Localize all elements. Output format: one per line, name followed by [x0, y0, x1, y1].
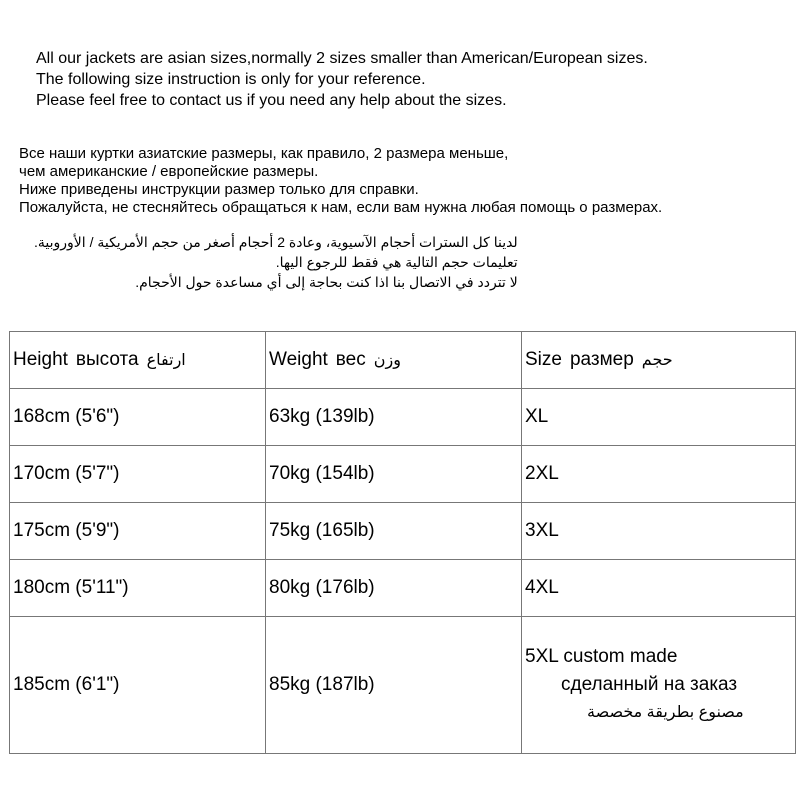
- cell-weight: 63kg (139lb): [266, 389, 522, 446]
- table-row: [10, 560, 796, 617]
- arabic-notice: [34, 232, 518, 292]
- header-weight: [266, 332, 522, 389]
- notice-line: Пожалуйста, не стесняйтесь обращаться к нам, если вам нужна любая помощь о размерах.: [19, 199, 663, 216]
- cell-size: XL: [522, 389, 796, 446]
- cell-weight: 85kg (187lb): [266, 617, 522, 754]
- header-size-ar: حجم: [641, 352, 673, 369]
- cell-size: 4XL: [522, 560, 796, 617]
- cell-height: 170cm (5'7"): [10, 446, 266, 503]
- header-height: [10, 332, 266, 389]
- header-size-en: Size: [525, 349, 562, 370]
- russian-notice: [19, 145, 662, 217]
- table-row: [10, 446, 796, 503]
- notice-line: Ниже приведены инструкции размер только для справки.: [19, 181, 419, 198]
- header-height-ar: ارتفاع: [146, 352, 186, 369]
- notice-line: Все наши куртки азиатские размеры, как правило, 2 размера меньше,: [19, 145, 509, 162]
- cell-height: 185cm (6'1"): [10, 617, 266, 754]
- header-weight-en: Weight: [269, 349, 328, 370]
- size-line-en: 5XL custom made: [525, 646, 678, 667]
- english-notice: [36, 48, 648, 111]
- header-height-en: Height: [13, 349, 68, 370]
- header-weight-ru: вес: [335, 349, 366, 370]
- size-chart-table: [9, 331, 796, 754]
- notice-line: لدينا كل السترات أحجام الآسيوية، وعادة 2 أحجام أصغر من حجم الأمريكية / الأوروبية.: [34, 234, 518, 250]
- cell-size: 2XL: [522, 446, 796, 503]
- table-row: [10, 389, 796, 446]
- notice-line: Please feel free to contact us if you need any help about the sizes.: [36, 92, 507, 109]
- header-weight-ar: وزن: [373, 352, 401, 369]
- table-header-row: [10, 332, 796, 389]
- table-row: [10, 617, 796, 754]
- cell-height: 175cm (5'9"): [10, 503, 266, 560]
- cell-weight: 80kg (176lb): [266, 560, 522, 617]
- cell-size: 3XL: [522, 503, 796, 560]
- cell-height: 180cm (5'11"): [10, 560, 266, 617]
- size-line-ru: сделанный на заказ: [561, 674, 738, 695]
- notice-line: чем американские / европейские размеры.: [19, 163, 319, 180]
- notice-line: لا تتردد في الاتصال بنا اذا كنت بحاجة إلى أي مساعدة حول الأحجام.: [135, 274, 518, 290]
- header-size: [522, 332, 796, 389]
- notice-line: تعليمات حجم التالية هي فقط للرجوع اليها.: [275, 254, 518, 270]
- cell-weight: 70kg (154lb): [266, 446, 522, 503]
- notice-line: The following size instruction is only for your reference.: [36, 71, 426, 88]
- notice-line: All our jackets are asian sizes,normally 2 sizes smaller than American/European sizes.: [36, 50, 648, 67]
- header-height-ru: высота: [75, 349, 139, 370]
- cell-size: [522, 617, 796, 754]
- cell-height: 168cm (5'6"): [10, 389, 266, 446]
- table-row: [10, 503, 796, 560]
- header-size-ru: размер: [569, 349, 634, 370]
- cell-weight: 75kg (165lb): [266, 503, 522, 560]
- size-line-ar: مصنوع بطريقة مخصصة: [587, 704, 744, 721]
